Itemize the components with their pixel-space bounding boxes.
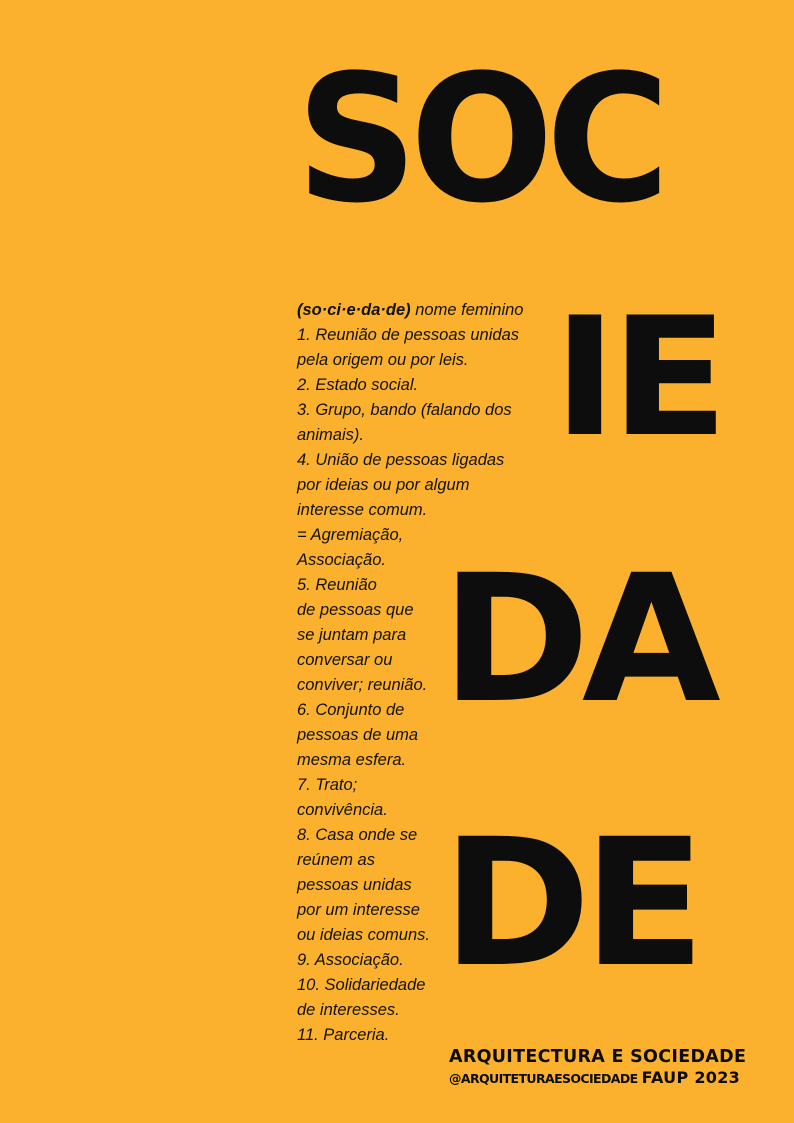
definition-header: [297, 298, 557, 323]
poster-footer: [449, 1046, 749, 1089]
definition-line: 8. Casa onde se: [297, 826, 418, 844]
definition-line: 4. União de pessoas ligadas: [297, 451, 505, 469]
definition-line: 9. Associação.: [297, 951, 404, 969]
title-word-de: DE: [442, 801, 698, 1006]
definition-line: 5. Reunião: [297, 576, 377, 594]
definition-line: interesse comum.: [297, 501, 428, 519]
title-word-soc: SOC: [296, 37, 663, 242]
definition-line: Associação.: [297, 551, 386, 569]
event-title: ARQUITECTURA E SOCIEDADE: [449, 1047, 747, 1067]
definition-line: conversar ou: [297, 651, 393, 669]
definition-line: pessoas de uma: [297, 726, 419, 744]
definition-line: 7. Trato;: [297, 776, 358, 794]
syllable-division: (so·ci·e·da·de): [297, 301, 411, 319]
definition-line: se juntam para: [297, 626, 407, 644]
social-handle: @ARQUITETURAESOCIEDADE: [449, 1071, 638, 1086]
title-word-ie: IE: [553, 282, 723, 473]
definition-line: de pessoas que: [297, 601, 414, 619]
definition-line: conviver; reunião.: [297, 676, 428, 694]
definition-line: = Agremiação,: [297, 526, 404, 544]
definition-line: reúnem as: [297, 851, 375, 869]
definition-line: pessoas unidas: [297, 876, 412, 894]
institution-year: FAUP 2023: [641, 1068, 741, 1087]
definition-line: 1. Reunião de pessoas unidas: [297, 326, 519, 344]
grammatical-gender: nome feminino: [410, 301, 524, 319]
dictionary-definition: [297, 298, 557, 1048]
definition-line: mesma esfera.: [297, 751, 407, 769]
definition-line: 3. Grupo, bando (falando dos: [297, 401, 512, 419]
definition-line: pela origem ou por leis.: [297, 351, 469, 369]
definition-line: ou ideias comuns.: [297, 926, 430, 944]
definition-line: 10. Solidariedade: [297, 976, 426, 994]
definition-line: animais).: [297, 426, 364, 444]
definition-line: por um interesse: [297, 901, 420, 919]
definition-line: 2. Estado social.: [297, 376, 419, 394]
definition-line: 11. Parceria.: [297, 1026, 390, 1044]
definition-line: convivência.: [297, 801, 388, 819]
definition-line: 6. Conjunto de: [297, 701, 405, 719]
definition-line: por ideias ou por algum: [297, 476, 470, 494]
definition-line: de interesses.: [297, 1001, 400, 1019]
footer-credits: [449, 1068, 749, 1089]
title-word-da: DA: [441, 537, 713, 742]
